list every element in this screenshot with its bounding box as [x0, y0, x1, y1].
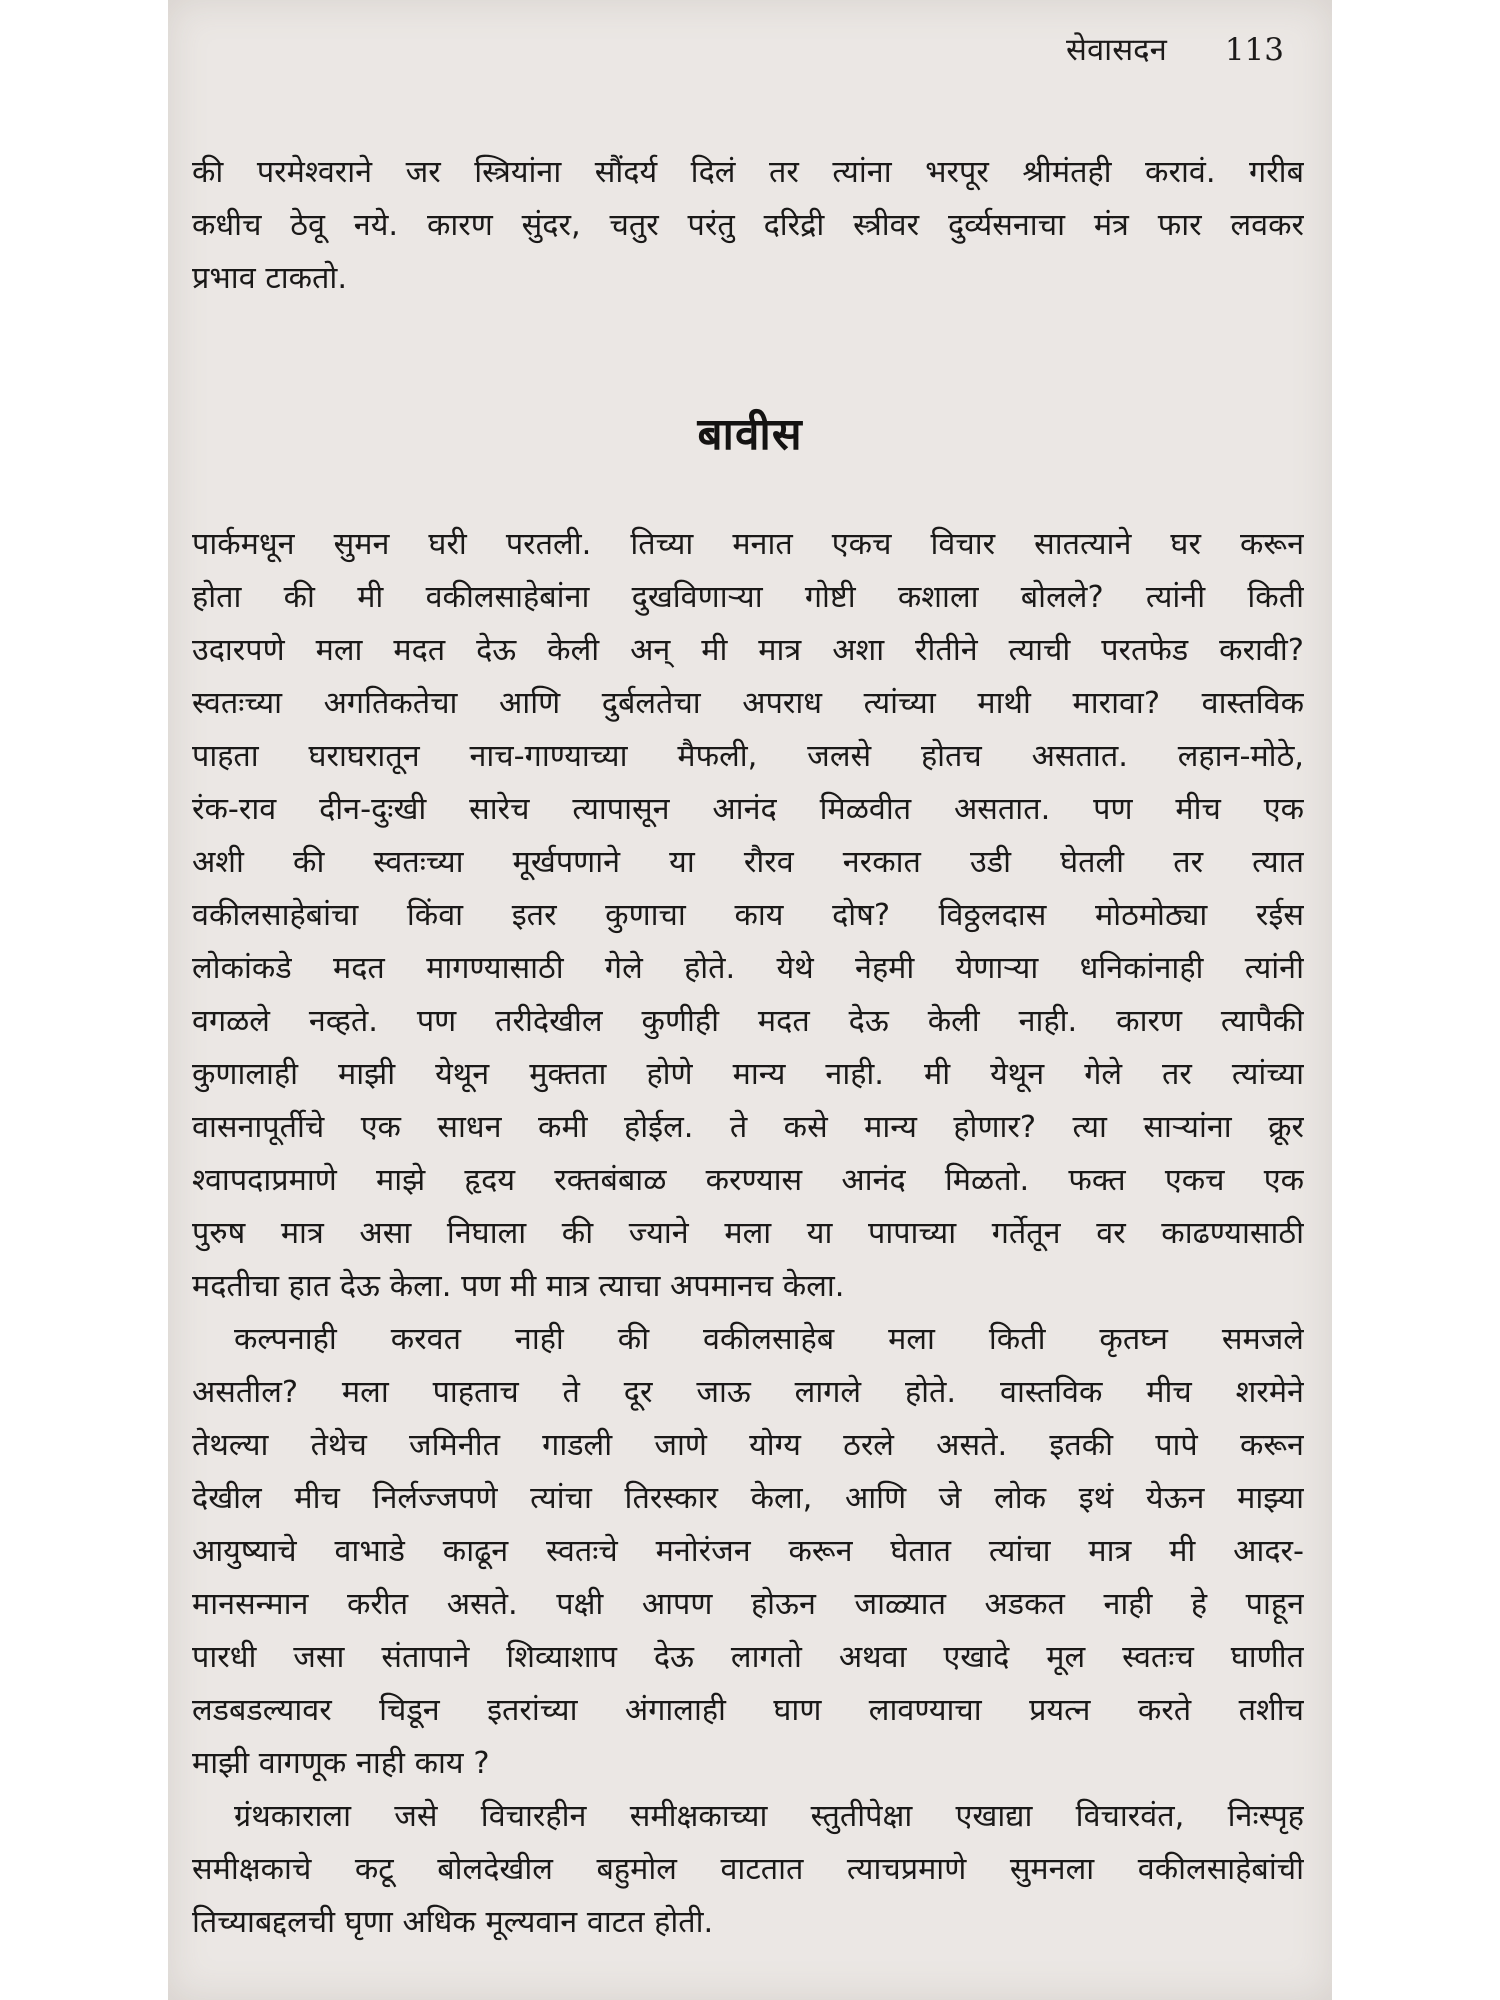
text-line: वगळले नव्हते. पण तरीदेखील कुणीही मदत देऊ केली नाही. कारण त्यापैकी [192, 1004, 1304, 1039]
text-line: रंक-राव दीन-दुःखी सारेच त्यापासून आनंद मिळवीत असतात. पण मीच एक [192, 792, 1304, 827]
text-line: पाहता घराघरातून नाच-गाण्याच्या मैफली, जलसे होतच असतात. लहान-मोठे, [192, 739, 1304, 774]
text-line: आयुष्याचे वाभाडे काढून स्वतःचे मनोरंजन करून घेतात त्यांचा मात्र मी आदर- [192, 1534, 1304, 1569]
running-title: सेवासदन [1065, 32, 1167, 68]
page-number: 113 [1224, 32, 1284, 68]
text-line: मानसन्मान करीत असते. पक्षी आपण होऊन जाळ्यात अडकत नाही हे पाहून [192, 1587, 1304, 1622]
paragraph-3 [192, 1790, 1304, 1949]
chapter-title: बावीस [697, 409, 803, 460]
text-line: देखील मीच निर्लज्जपणे त्यांचा तिरस्कार केला, आणि जे लोक इथं येऊन माझ्या [192, 1481, 1304, 1516]
text-line: मदतीचा हात देऊ केला. पण मी मात्र त्याचा अपमानच केला. [192, 1269, 845, 1304]
text-line: उदारपणे मला मदत देऊ केली अन् मी मात्र अशा रीतीने त्याची परतफेड करावी? [192, 633, 1304, 668]
text-line: पारधी जसा संतापाने शिव्याशाप देऊ लागतो अथवा एखादे मूल स्वतःच घाणीत [192, 1640, 1304, 1675]
text-line: तेथल्या तेथेच जमिनीत गाडली जाणे योग्य ठरले असते. इतकी पापे करून [192, 1428, 1304, 1463]
text-line: वकीलसाहेबांचा किंवा इतर कुणाचा काय दोष? विठ्ठलदास मोठमोठ्या रईस [192, 898, 1304, 933]
paragraph-2 [192, 1313, 1304, 1790]
text-line: पार्कमधून सुमन घरी परतली. तिच्या मनात एकच विचार सातत्याने घर करून [192, 527, 1304, 562]
text-line: लोकांकडे मदत मागण्यासाठी गेले होते. येथे नेहमी येणाऱ्या धनिकांनाही त्यांनी [192, 951, 1304, 986]
paragraph-1 [192, 518, 1304, 1313]
book-page [168, 0, 1332, 2000]
text-line: कल्पनाही करवत नाही की वकीलसाहेब मला किती कृतघ्न समजले [234, 1322, 1304, 1357]
intro-paragraph [192, 146, 1304, 305]
page-header [1066, 28, 1284, 70]
text-line: वासनापूर्तीचे एक साधन कमी होईल. ते कसे मान्य होणार? त्या साऱ्यांना क्रूर [192, 1110, 1304, 1145]
text-line: असतील? मला पाहताच ते दूर जाऊ लागले होते. वास्तविक मीच शरमेने [192, 1375, 1304, 1410]
text-line: पुरुष मात्र असा निघाला की ज्याने मला या पापाच्या गर्तेतून वर काढण्यासाठी [192, 1216, 1304, 1251]
text-line: कधीच ठेवू नये. कारण सुंदर, चतुर परंतु दरिद्री स्त्रीवर दुर्व्यसनाचा मंत्र फार लवकर [192, 208, 1304, 243]
text-line: ग्रंथकाराला जसे विचारहीन समीक्षकाच्या स्तुतीपेक्षा एखाद्या विचारवंत, निःस्पृह [234, 1799, 1304, 1834]
text-line: कुणालाही माझी येथून मुक्तता होणे मान्य नाही. मी येथून गेले तर त्यांच्या [192, 1057, 1304, 1092]
text-line: श्वापदाप्रमाणे माझे हृदय रक्तबंबाळ करण्यास आनंद मिळतो. फक्त एकच एक [192, 1163, 1304, 1198]
text-line: प्रभाव टाकतो. [192, 261, 348, 296]
chapter-body [192, 518, 1304, 1949]
text-line: होता की मी वकीलसाहेबांना दुखविणाऱ्या गोष्टी कशाला बोलले? त्यांनी किती [192, 580, 1304, 615]
text-line: समीक्षकाचे कटू बोलदेखील बहुमोल वाटतात त्याचप्रमाणे सुमनला वकीलसाहेबांची [192, 1852, 1304, 1887]
text-line: लडबडल्यावर चिडून इतरांच्या अंगालाही घाण लावण्याचा प्रयत्न करते तशीच [192, 1693, 1304, 1728]
text-line: माझी वागणूक नाही काय ? [192, 1746, 490, 1781]
text-line: अशी की स्वतःच्या मूर्खपणाने या रौरव नरकात उडी घेतली तर त्यात [192, 845, 1304, 880]
text-line: स्वतःच्या अगतिकतेचा आणि दुर्बलतेचा अपराध त्यांच्या माथी मारावा? वास्तविक [192, 686, 1304, 721]
text-line: की परमेश्वराने जर स्त्रियांना सौंदर्य दिलं तर त्यांना भरपूर श्रीमंतही करावं. गरीब [192, 155, 1304, 190]
text-line: तिच्याबद्दलची घृणा अधिक मूल्यवान वाटत होती. [192, 1905, 714, 1940]
